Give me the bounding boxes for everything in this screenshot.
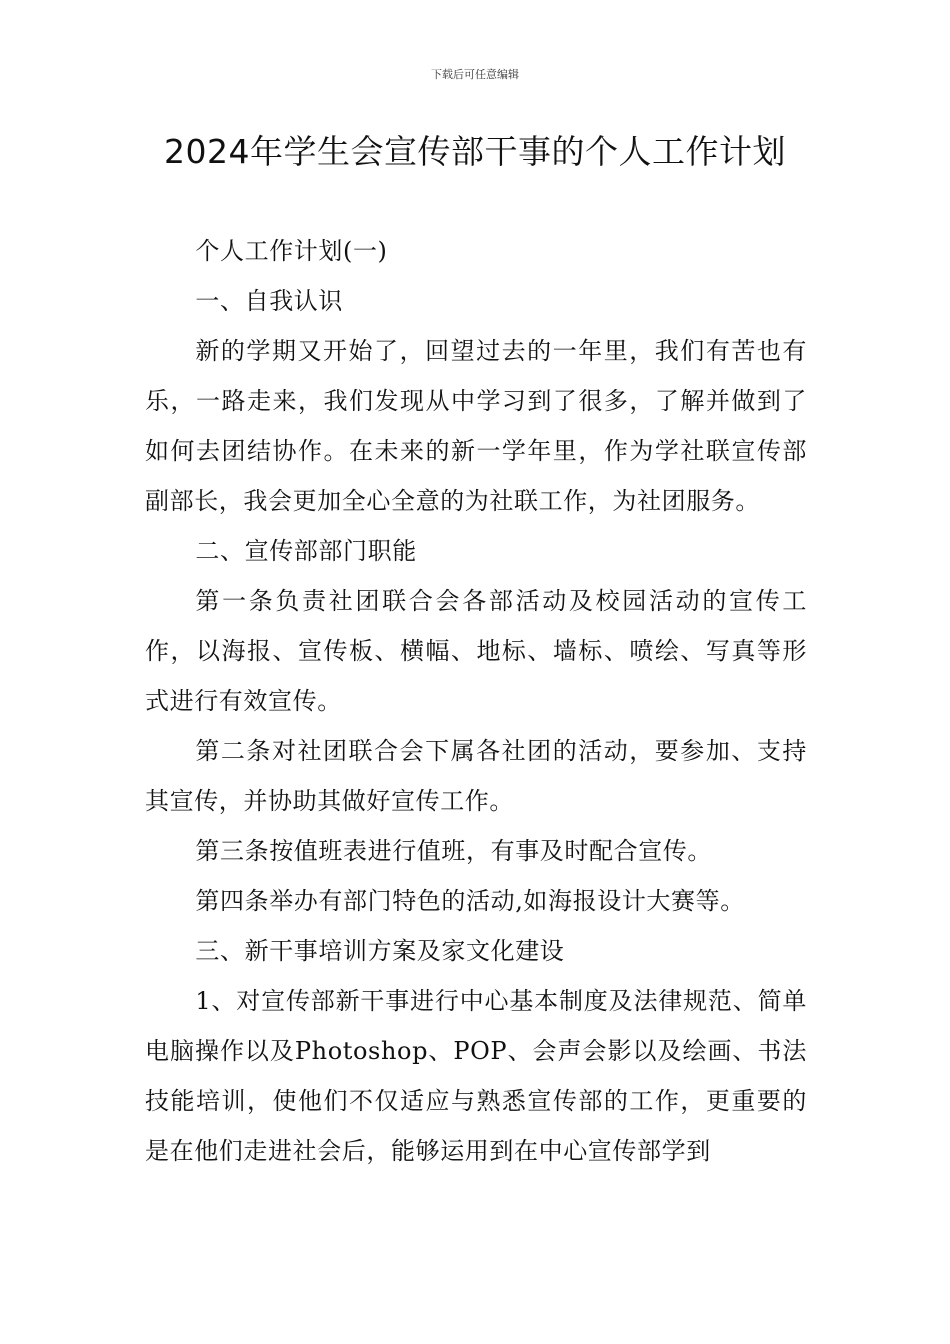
header-note: 下载后可任意编辑: [431, 68, 519, 81]
paragraph-article-3: 第三条按值班表进行值班，有事及时配合宣传。: [195, 837, 712, 865]
paragraph-plan-heading: 个人工作计划(一): [195, 237, 388, 265]
paragraph-section-1-heading: 一、自我认识: [195, 287, 343, 315]
paragraph-self-awareness: 新的学期又开始了，回望过去的一年里，我们有苦也有乐，一路走来，我们发现从中学习到了很多，了解并做到了如何去团结协作。在未来的新一学年里，作为学社联宣传部副部长，我会更加全心全意的为社联工作，为社团服务。: [145, 337, 807, 515]
document-body: [145, 226, 807, 1176]
paragraph-article-1: 第一条负责社团联合会各部活动及校园活动的宣传工作，以海报、宣传板、横幅、地标、墙标、喷绘、写真等形式进行有效宣传。: [145, 587, 807, 715]
paragraph-training-1: 1、对宣传部新干事进行中心基本制度及法律规范、简单电脑操作以及Photoshop、POP、会声会影以及绘画、书法技能培训，使他们不仅适应与熟悉宣传部的工作，更重要的是在他们走进社会后，能够运用到在中心宣传部学到: [145, 987, 807, 1165]
paragraph-section-3-heading: 三、新干事培训方案及家文化建设: [195, 937, 565, 965]
paragraph-section-2-heading: 二、宣传部部门职能: [195, 537, 417, 565]
paragraph-article-2: 第二条对社团联合会下属各社团的活动，要参加、支持其宣传，并协助其做好宣传工作。: [145, 737, 807, 815]
paragraph-article-4: 第四条举办有部门特色的活动,如海报设计大赛等。: [195, 887, 745, 915]
document-title: 2024年学生会宣传部干事的个人工作计划: [164, 132, 786, 171]
